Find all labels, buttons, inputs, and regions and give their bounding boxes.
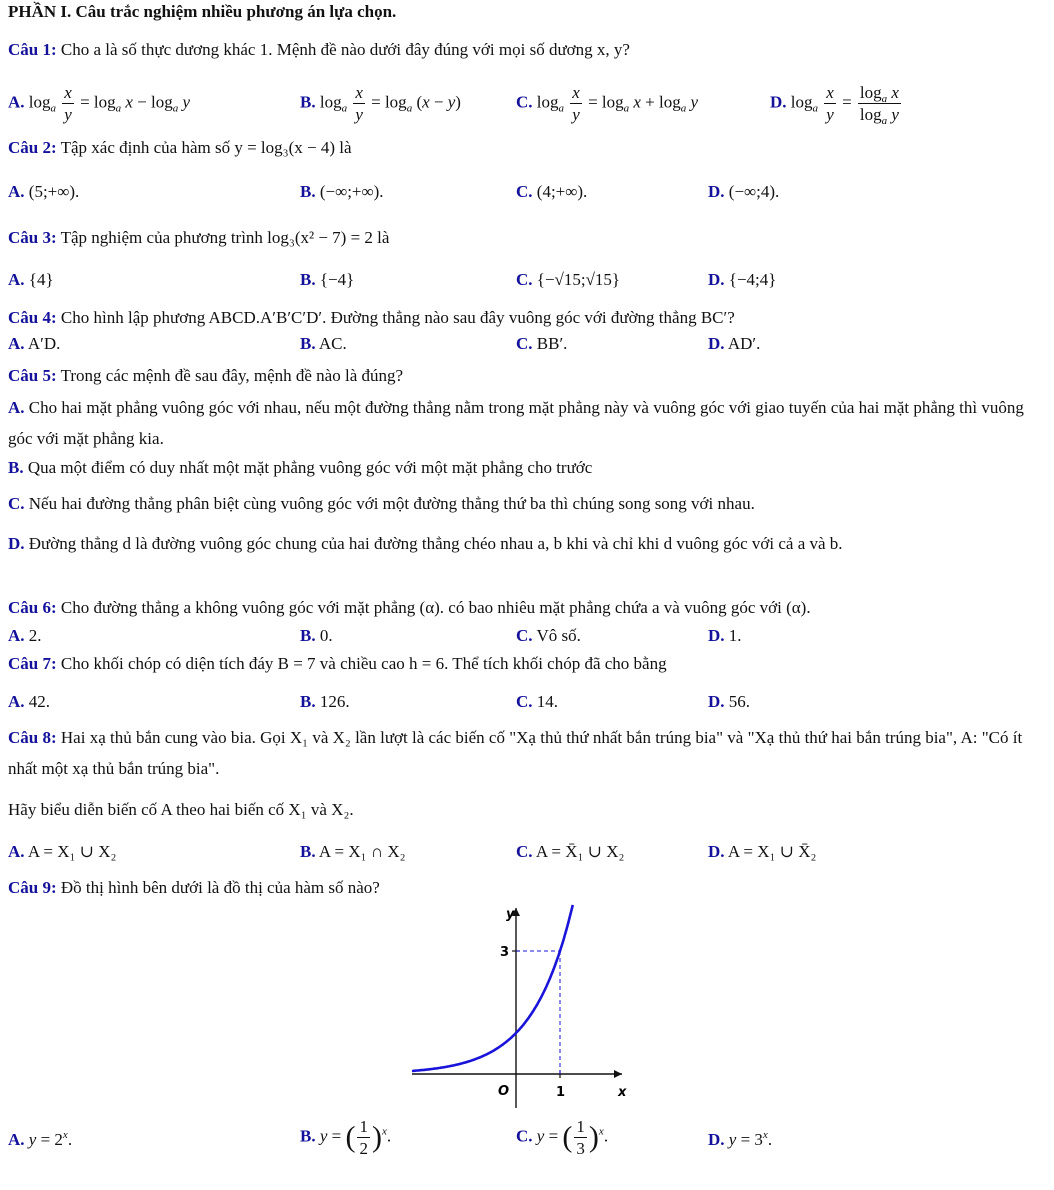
q6-option-a[interactable] xyxy=(8,626,42,646)
option-label: D. xyxy=(708,1130,725,1149)
option-label: C. xyxy=(516,1126,533,1146)
option-text: Cho hai mặt phẳng vuông góc với nhau, nếu một đường thẳng nằm trong mặt phẳng này và vuông góc với giao tuyến của hai mặt phẳng thì vuông góc với mặt phẳng kia. xyxy=(8,398,1024,448)
x-tick-label: 1 xyxy=(556,1085,566,1100)
question-8-instruction: Hãy biểu diễn biến cố A theo hai biến cố X₁ và X₂. xyxy=(8,800,354,819)
x-axis-arrow xyxy=(614,1070,622,1078)
option-text: 42. xyxy=(28,692,51,711)
option-label: A. xyxy=(8,842,25,861)
option-text: Nếu hai đường thẳng phân biệt cùng vuông góc với một đường thẳng thứ ba thì chúng song song với nhau. xyxy=(28,494,755,513)
option-label: D. xyxy=(708,692,725,711)
q2-option-a[interactable] xyxy=(8,182,79,202)
q5-option-b[interactable] xyxy=(8,458,592,478)
question-label: Câu 9: xyxy=(8,878,57,897)
q9-option-a[interactable]: A. $y = 2^x$. xyxy=(8,1129,73,1149)
option-label: D. xyxy=(708,842,725,861)
option-label: B. xyxy=(300,182,316,201)
option-label: B. xyxy=(8,458,24,477)
exponential-graph xyxy=(412,900,632,1110)
q6-option-c[interactable] xyxy=(516,626,581,646)
question-label: Câu 1: xyxy=(8,40,57,59)
option-label: D. xyxy=(708,626,725,645)
option-text: AC. xyxy=(318,334,347,353)
q7-option-d[interactable] xyxy=(708,692,750,712)
q3-option-b[interactable] xyxy=(300,270,354,290)
q9-option-b[interactable]: B. y = ( $\frac{1}{2}$ )$^x$. xyxy=(300,1117,392,1158)
q1-option-b[interactable]: B. $\log_a$ $\frac{x}{y}$ = $\log_a (x - y)$ xyxy=(300,83,461,124)
question-2 xyxy=(8,138,352,158)
question-6 xyxy=(8,598,811,618)
q4-option-a[interactable] xyxy=(8,334,60,354)
option-label: B. xyxy=(300,92,316,112)
question-7 xyxy=(8,654,667,674)
question-3 xyxy=(8,228,389,248)
option-label: C. xyxy=(516,92,533,112)
q5-option-c[interactable] xyxy=(8,494,755,514)
q1-option-d[interactable]: D. $\log_a$ $\frac{x}{y}$ = $\frac{\log_a x}{\log_a y}$ xyxy=(770,83,899,127)
option-text: A = X₁ ∪ X₂ xyxy=(27,842,117,861)
q4-option-c[interactable] xyxy=(516,334,567,354)
option-text: {−√15;√15} xyxy=(536,270,621,289)
option-text: BB′. xyxy=(536,334,568,353)
option-label: A. xyxy=(8,398,25,417)
q1-option-a[interactable]: A. $\log_a$ $\frac{x}{y}$ = $\log_a x - \log_a y$ xyxy=(8,83,191,124)
question-5 xyxy=(8,366,403,386)
curve-y-3-pow-x xyxy=(412,905,573,1071)
option-label: D. xyxy=(770,92,787,112)
q2-option-d[interactable] xyxy=(708,182,779,202)
q4-option-b[interactable] xyxy=(300,334,347,354)
option-label: B. xyxy=(300,626,316,645)
origin-label: O xyxy=(498,1084,510,1099)
question-1 xyxy=(8,40,630,60)
option-label: C. xyxy=(516,626,533,645)
option-label: D. xyxy=(708,270,725,289)
q7-option-c[interactable] xyxy=(516,692,558,712)
question-label: Câu 5: xyxy=(8,366,57,385)
option-text: 56. xyxy=(728,692,751,711)
q2-option-b[interactable] xyxy=(300,182,384,202)
question-label: Câu 6: xyxy=(8,598,57,617)
option-label: B. xyxy=(300,270,316,289)
option-text: A = X₁ ∪ X̄₂ xyxy=(727,842,817,861)
question-label: Câu 7: xyxy=(8,654,57,673)
q7-option-a[interactable] xyxy=(8,692,50,712)
q1-option-c[interactable]: C. $\log_a$ $\frac{x}{y}$ = $\log_a x + \log_a y$ xyxy=(516,83,699,124)
option-text: A = X₁ ∩ X₂ xyxy=(318,842,406,861)
question-text: Cho hình lập phương ABCD.A′B′C′D′. Đường thẳng nào sau đây vuông góc với đường thẳng BC′? xyxy=(60,308,735,327)
option-text: (5;+∞). xyxy=(28,182,80,201)
question-label: Câu 8: xyxy=(8,728,57,747)
q6-option-b[interactable] xyxy=(300,626,333,646)
option-label: B. xyxy=(300,692,316,711)
q3-option-a[interactable] xyxy=(8,270,54,290)
question-text: Đồ thị hình bên dưới là đồ thị của hàm số nào? xyxy=(60,878,380,897)
question-label: Câu 3: xyxy=(8,228,57,247)
question-text: Cho đường thẳng a không vuông góc với mặt phẳng (α). có bao nhiêu mặt phẳng chứa a và vuông góc với (α). xyxy=(60,598,811,617)
option-text: A = X̄₁ ∪ X₂ xyxy=(535,842,625,861)
question-text: Tập xác định của hàm số y = log₃(x − 4) là xyxy=(60,138,352,157)
q3-option-c[interactable] xyxy=(516,270,620,290)
question-text: Hai xạ thủ bắn cung vào bia. Gọi X₁ và X₂ lần lượt là các biến cố "Xạ thủ thứ nhất bắn trúng bia" và "Xạ thủ thứ hai bắn trúng bia", A: "Có ít nhất một xạ thủ bắn trúng bia". xyxy=(8,728,1023,778)
question-text: Cho khối chóp có diện tích đáy B = 7 và chiều cao h = 6. Thể tích khối chóp đã cho bằng xyxy=(60,654,667,673)
q8-option-c[interactable] xyxy=(516,842,624,862)
option-label: A. xyxy=(8,182,25,201)
option-text: 14. xyxy=(536,692,559,711)
option-label: C. xyxy=(516,270,533,289)
option-text: 2. xyxy=(28,626,42,645)
question-8 xyxy=(8,722,1040,784)
option-label: D. xyxy=(708,182,725,201)
option-text: 126. xyxy=(319,692,350,711)
option-label: C. xyxy=(516,692,533,711)
option-text: (−∞;4). xyxy=(728,182,780,201)
option-label: A. xyxy=(8,626,25,645)
option-label: B. xyxy=(300,1126,316,1146)
option-text: 0. xyxy=(319,626,333,645)
question-4 xyxy=(8,308,735,328)
option-text: Qua một điểm có duy nhất một mặt phẳng vuông góc với một mặt phẳng cho trước xyxy=(27,458,593,477)
option-label: A. xyxy=(8,270,25,289)
option-label: D. xyxy=(8,534,25,553)
option-text: (−∞;+∞). xyxy=(319,182,384,201)
option-label: B. xyxy=(300,334,316,353)
option-label: A. xyxy=(8,1130,25,1149)
option-label: B. xyxy=(300,842,316,861)
question-label: Câu 2: xyxy=(8,138,57,157)
option-text: AD′. xyxy=(727,334,761,353)
q2-option-c[interactable] xyxy=(516,182,587,202)
option-label: A. xyxy=(8,92,25,112)
option-label: C. xyxy=(516,334,533,353)
option-text: Đường thẳng d là đường vuông góc chung của hai đường thẳng chéo nhau a, b khi và chỉ khi d vuông góc với cả a và b. xyxy=(28,534,843,553)
option-text: Vô số. xyxy=(536,626,581,645)
option-label: A. xyxy=(8,334,25,353)
option-text: {−4} xyxy=(319,270,355,289)
question-text: Trong các mệnh đề sau đây, mệnh đề nào là đúng? xyxy=(60,366,404,385)
option-label: D. xyxy=(708,334,725,353)
question-label: Câu 4: xyxy=(8,308,57,327)
q9-option-d[interactable]: D. $y = 3^x$. xyxy=(708,1129,773,1149)
y-axis-label: y xyxy=(506,907,515,922)
option-label: C. xyxy=(516,182,533,201)
option-text: (4;+∞). xyxy=(536,182,588,201)
option-label: C. xyxy=(8,494,25,513)
y-tick-label: 3 xyxy=(500,945,510,960)
option-label: A. xyxy=(8,692,25,711)
section-title: PHẦN I. Câu trắc nghiệm nhiều phương án lựa chọn. xyxy=(8,2,397,21)
option-label: C. xyxy=(516,842,533,861)
q8-option-d[interactable] xyxy=(708,842,816,862)
option-text: A′D. xyxy=(27,334,61,353)
option-text: 1. xyxy=(728,626,742,645)
q5-option-a[interactable] xyxy=(8,392,1040,454)
q8-option-a[interactable] xyxy=(8,842,116,862)
question-text: Cho a là số thực dương khác 1. Mệnh đề nào dưới đây đúng với mọi số dương x, y? xyxy=(60,40,630,59)
q6-option-d[interactable] xyxy=(708,626,742,646)
option-text: {4} xyxy=(28,270,54,289)
q8-option-b[interactable] xyxy=(300,842,406,862)
q7-option-b[interactable] xyxy=(300,692,350,712)
x-axis-label: x xyxy=(618,1085,627,1100)
q4-option-d[interactable] xyxy=(708,334,760,354)
q9-option-c[interactable]: C. y = ( $\frac{1}{3}$ )$^x$. xyxy=(516,1117,609,1158)
q5-option-d[interactable] xyxy=(8,528,1040,559)
question-9 xyxy=(8,878,380,898)
question-text: Tập nghiệm của phương trình log₃(x² − 7) = 2 là xyxy=(60,228,390,247)
q3-option-d[interactable] xyxy=(708,270,776,290)
option-text: {−4;4} xyxy=(728,270,777,289)
